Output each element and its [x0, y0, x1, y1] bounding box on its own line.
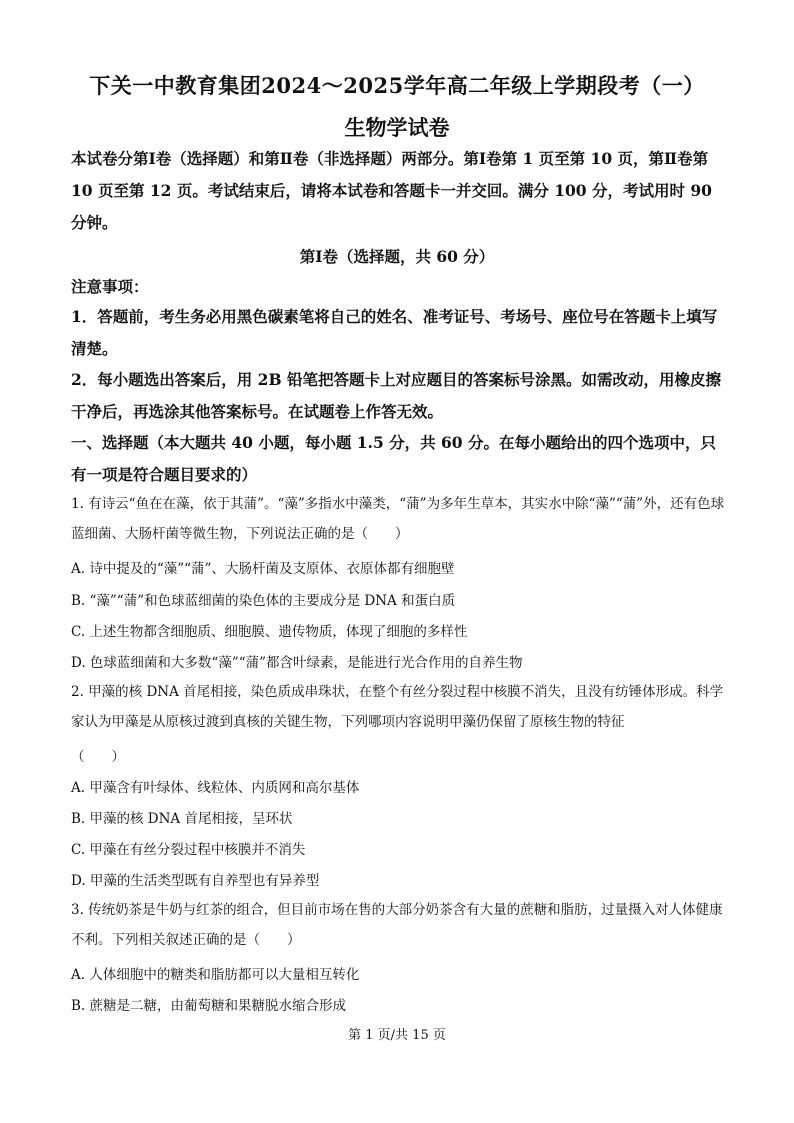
question-2-stem: 2. 甲藻的核 DNA 首尾相接，染色质成串珠状，在整个有丝分裂过程中核膜不消失，且没有纺锤体形成。科学家认为甲藻是从原核过渡到真核的关键生物，下列哪项内容说明甲藻仍保留了原核生物的特征: [71, 684, 724, 730]
question-3-option-a: A. 人体细胞中的糖类和脂肪都可以大量相互转化: [71, 967, 360, 983]
question-1-option-b: B. “藻”“蒲”和色球蓝细菌的染色体的主要成分是 DNA 和蛋白质: [71, 593, 456, 609]
question-2-option-b: B. 甲藻的核 DNA 首尾相接，呈环状: [71, 811, 293, 827]
notice-item-1: 1．答题前，考生务必用黑色碳素笔将自己的姓名、准考证号、考场号、座位号在答题卡上填写清楚。: [71, 307, 718, 358]
notice-heading: 注意事项：: [71, 277, 149, 296]
exam-subtitle: 生物学试卷: [344, 115, 450, 140]
page-number: 第 1 页/共 15 页: [348, 1028, 446, 1043]
notice-item-2: 2．每小题选出答案后，用 2B 铅笔把答题卡上对应题目的答案标号涂黑。如需改动，用橡皮擦干净后，再选涂其他答案标号。在试题卷上作答无效。: [71, 370, 721, 421]
question-2-option-c: C. 甲藻在有丝分裂过程中核膜并不消失: [71, 842, 306, 858]
question-2-option-d: D. 甲藻的生活类型既有自养型也有异养型: [71, 873, 320, 889]
question-2-option-a: A. 甲藻含有叶绿体、线粒体、内质网和高尔基体: [71, 780, 360, 796]
section-title: 第Ⅰ卷（选择题，共 60 分）: [299, 247, 495, 266]
question-3-stem: 3. 传统奶茶是牛奶与红茶的组合，但目前市场在售的大部分奶茶含有大量的蔗糖和脂肪，过量摄入对人体健康不利。下列相关叙述正确的是（ ）: [71, 902, 723, 948]
question-1-option-a: A. 诗中提及的“藻”“蒲”、大肠杆菌及支原体、衣原体都有细胞壁: [71, 561, 455, 577]
part1-heading: 一、选择题（本大题共 40 小题，每小题 1.5 分，共 60 分。在每小题给出的四个选项中，只有一项是符合题目要求的）: [71, 433, 716, 484]
exam-title: 下关一中教育集团2024～2025学年高二年级上学期段考（一）: [89, 73, 705, 98]
question-2-stem-tail: （ ）: [71, 749, 125, 765]
exam-intro: 本试卷分第Ⅰ卷（选择题）和第Ⅱ卷（非选择题）两部分。第Ⅰ卷第 1 页至第 10 页，第Ⅱ卷第 10 页至第 12 页。考试结束后，请将本试卷和答题卡一并交回。满分 100 分，考试用时 90 分钟。: [71, 149, 712, 232]
question-1-stem: 1. 有诗云“鱼在在藻，依于其蒲”。“藻”多指水中藻类，“蒲”为多年生草本，其实水中除“藻”“蒲”外，还有色球蓝细菌、大肠杆菌等微生物，下列说法正确的是（ ）: [71, 496, 725, 542]
question-1-option-c: C. 上述生物都含细胞质、细胞膜、遗传物质，体现了细胞的多样性: [71, 624, 468, 640]
question-1-option-d: D. 色球蓝细菌和大多数“藻”“蒲”都含叶绿素，是能进行光合作用的自养生物: [71, 655, 523, 671]
question-3-option-b: B. 蔗糖是二糖，由葡萄糖和果糖脱水缩合形成: [71, 998, 347, 1014]
